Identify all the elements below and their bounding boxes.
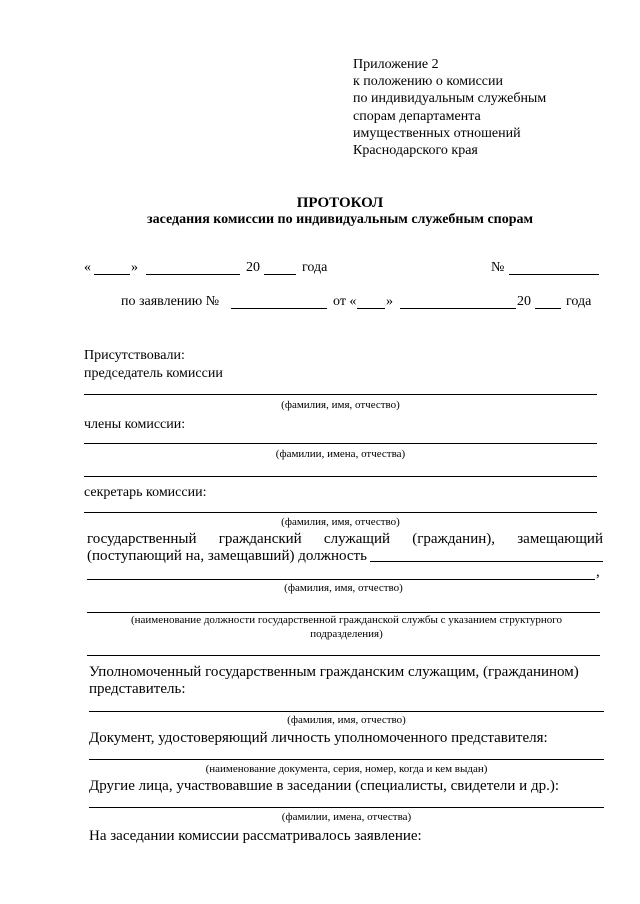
year-word: года bbox=[302, 260, 328, 275]
appendix-line: имущественных отношений bbox=[353, 125, 521, 141]
year-prefix: 20 bbox=[246, 260, 260, 275]
application-year-prefix: 20 bbox=[517, 294, 531, 309]
civil-servant-name-field[interactable] bbox=[87, 579, 595, 580]
application-month-field[interactable] bbox=[400, 308, 516, 309]
chairman-hint: (фамилия, имя, отчество) bbox=[281, 399, 400, 411]
position-hint-line2: подразделения) bbox=[310, 628, 383, 640]
civil-servant-line1 bbox=[87, 530, 603, 548]
document-label: Документ, удостоверяющий личность уполномоченного представителя: bbox=[89, 730, 548, 746]
application-close-quote: » bbox=[386, 294, 393, 309]
representative-name-hint: (фамилия, имя, отчество) bbox=[287, 714, 406, 726]
chairman-field[interactable] bbox=[84, 394, 597, 395]
day-field[interactable] bbox=[94, 274, 130, 275]
members-label: члены комиссии: bbox=[84, 417, 186, 432]
others-field[interactable] bbox=[89, 807, 604, 808]
others-hint: (фамилии, имена, отчества) bbox=[281, 811, 412, 823]
month-field[interactable] bbox=[146, 274, 240, 275]
word: служащий bbox=[323, 531, 390, 547]
present-heading: Присутствовали: bbox=[84, 348, 185, 363]
members-field-1[interactable] bbox=[84, 443, 597, 444]
appendix-line: спорам департамента bbox=[353, 108, 481, 124]
date-open-quote: « bbox=[84, 260, 91, 275]
number-sign: № bbox=[491, 260, 505, 275]
application-day-field[interactable] bbox=[357, 308, 385, 309]
appendix-line: к положению о комиссии bbox=[353, 74, 503, 90]
word: гражданский bbox=[218, 531, 302, 547]
application-number-field[interactable] bbox=[231, 308, 327, 309]
application-from: от « bbox=[333, 294, 357, 309]
appendix-line: Приложение 2 bbox=[353, 57, 439, 72]
chairman-label: председатель комиссии bbox=[84, 366, 223, 381]
representative-line1: Уполномоченный государственным гражданским служащим, (гражданином) bbox=[89, 664, 579, 680]
document-title: ПРОТОКОЛ bbox=[296, 195, 384, 211]
application-label: по заявлению № bbox=[121, 294, 220, 309]
others-label: Другие лица, участвовавшие в заседании (специалисты, свидетели и др.): bbox=[89, 778, 560, 794]
date-close-quote: » bbox=[131, 260, 138, 275]
position-hint-line1: (наименование должности государственной гражданской службы с указанием структурного bbox=[130, 614, 563, 626]
appendix-line: по индивидуальным служебным bbox=[353, 91, 547, 107]
position-field-extra[interactable] bbox=[87, 655, 600, 656]
civil-servant-position-field[interactable] bbox=[87, 612, 600, 613]
civil-servant-name-hint: (фамилия, имя, отчество) bbox=[284, 582, 403, 594]
closing-text: На заседании комиссии рассматривалось заявление: bbox=[89, 828, 422, 844]
secretary-hint: (фамилия, имя, отчество) bbox=[281, 516, 400, 528]
representative-line2: представитель: bbox=[89, 681, 186, 697]
members-field-2[interactable] bbox=[84, 476, 597, 477]
document-field[interactable] bbox=[89, 759, 604, 760]
document-hint: (наименование документа, серия, номер, когда и кем выдан) bbox=[205, 763, 488, 775]
members-hint: (фамилии, имена, отчества) bbox=[275, 448, 406, 460]
application-year-field[interactable] bbox=[535, 308, 561, 309]
appendix-block bbox=[353, 56, 546, 159]
protocol-number-field[interactable] bbox=[509, 274, 599, 275]
document-subtitle: заседания комиссии по индивидуальным служебным спорам bbox=[146, 212, 534, 227]
word: (гражданин), bbox=[412, 531, 496, 547]
application-year-word: года bbox=[566, 294, 592, 309]
year-field[interactable] bbox=[264, 274, 296, 275]
civil-servant-line2: (поступающий на, замещавший) должность bbox=[87, 548, 367, 564]
secretary-label: секретарь комиссии: bbox=[84, 485, 207, 500]
word: государственный bbox=[87, 531, 197, 547]
appendix-line: Краснодарского края bbox=[353, 142, 478, 158]
position-field[interactable] bbox=[370, 561, 603, 562]
comma: , bbox=[596, 564, 600, 580]
representative-name-field[interactable] bbox=[89, 711, 604, 712]
word: замещающий bbox=[517, 531, 603, 547]
secretary-field[interactable] bbox=[84, 512, 597, 513]
